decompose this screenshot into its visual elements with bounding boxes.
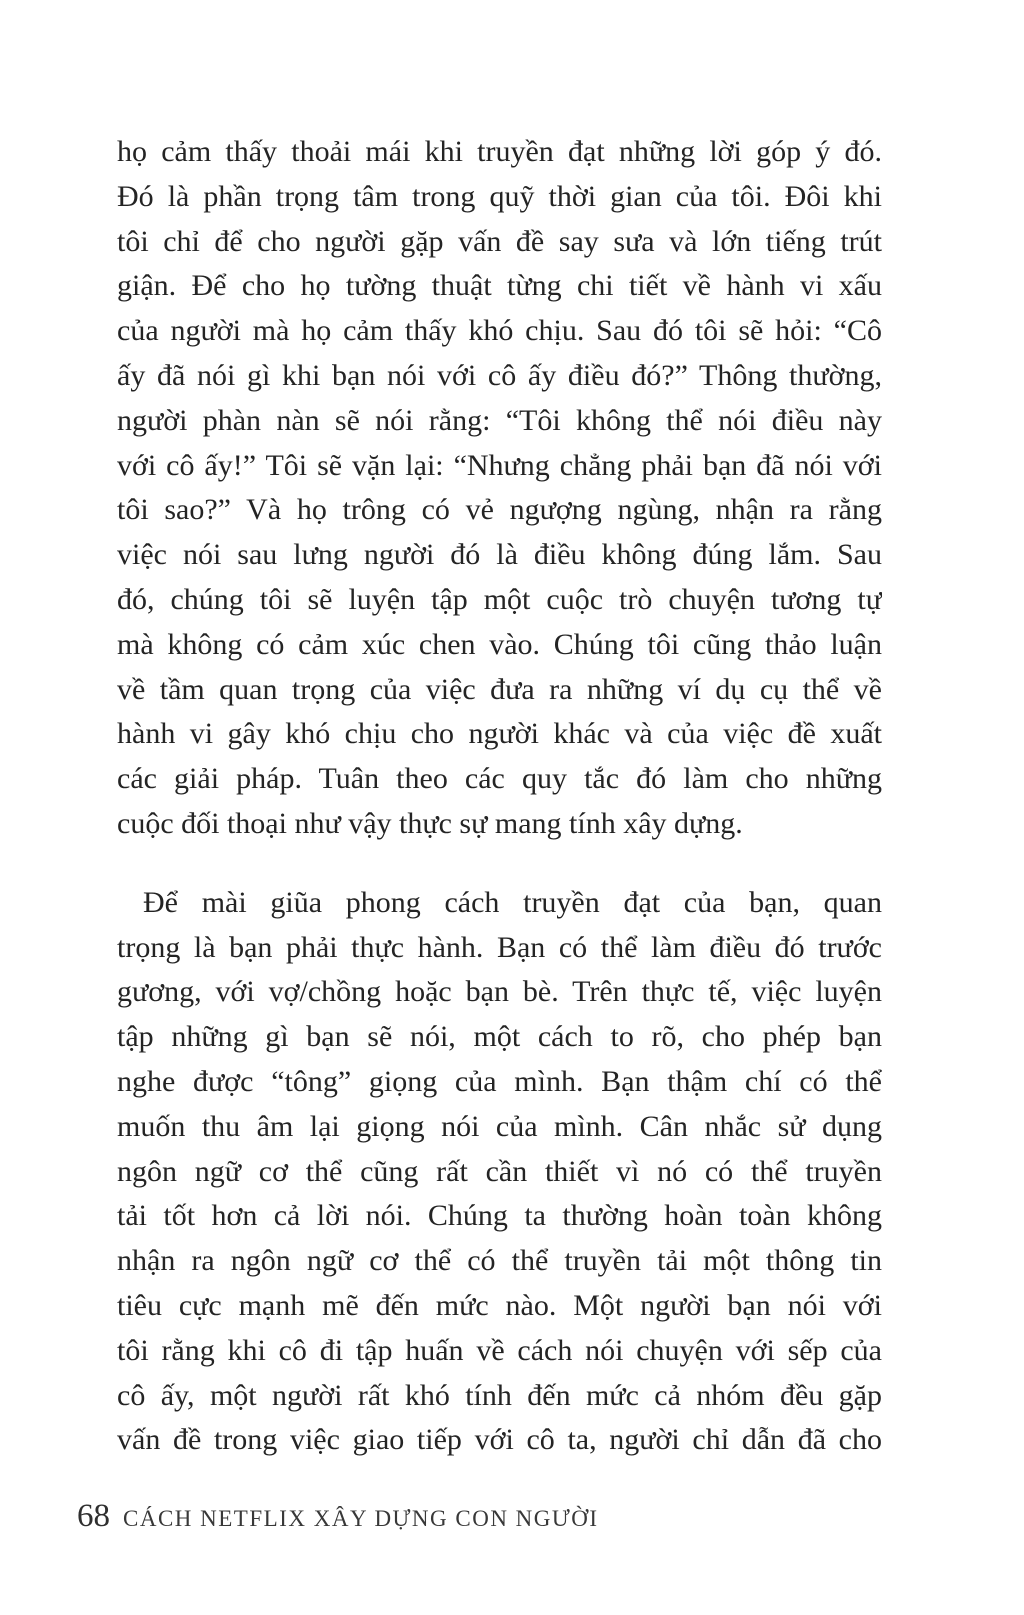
text-line: đó, chúng tôi sẽ luyện tập một cuộc trò chuyện tương tự — [117, 582, 882, 616]
text-line: gương, với vợ/chồng hoặc bạn bè. Trên thực tế, việc luyện — [117, 975, 882, 1009]
text-line: Đó là phần trọng tâm trong quỹ thời gian của tôi. Đôi khi — [117, 179, 882, 213]
page-footer — [77, 1498, 599, 1537]
text-line: trọng là bạn phải thực hành. Bạn có thể làm điều đó trước — [117, 930, 882, 964]
text-line: nhận ra ngôn ngữ cơ thể có thể truyền tải một thông tin — [117, 1244, 882, 1278]
text-line: việc nói sau lưng người đó là điều không đúng lắm. Sau — [117, 538, 882, 572]
text-block — [117, 130, 882, 1463]
text-line: mà không có cảm xúc chen vào. Chúng tôi cũng thảo luận — [117, 627, 882, 661]
text-line: với cô ấy!” Tôi sẽ vặn lại: “Nhưng chẳng phải bạn đã nói với — [117, 448, 882, 482]
text-line: muốn thu âm lại giọng nói của mình. Cân nhắc sử dụng — [117, 1109, 882, 1143]
text-line: các giải pháp. Tuân theo các quy tắc đó làm cho những — [117, 762, 882, 796]
text-line: tải tốt hơn cả lời nói. Chúng ta thường hoàn toàn không — [117, 1199, 882, 1233]
text-line: người phàn nàn sẽ nói rằng: “Tôi không thể nói điều này — [117, 403, 882, 437]
paragraph — [117, 130, 882, 847]
text-line: vấn đề trong việc giao tiếp với cô ta, người chỉ dẫn đã cho — [117, 1423, 882, 1457]
text-line: tập những gì bạn sẽ nói, một cách to rõ, cho phép bạn — [117, 1020, 882, 1054]
text-line: tiêu cực mạnh mẽ đến mức nào. Một người bạn nói với — [117, 1288, 882, 1322]
text-line: tôi chỉ để cho người gặp vấn đề say sưa và lớn tiếng trút — [117, 224, 882, 258]
text-line: tôi sao?” Và họ trông có vẻ ngượng ngùng, nhận ra rằng — [117, 493, 882, 527]
text-line: về tầm quan trọng của việc đưa ra những ví dụ cụ thể về — [117, 672, 882, 706]
text-line: giận. Để cho họ tường thuật từng chi tiết về hành vi xấu — [117, 269, 882, 303]
text-line: ấy đã nói gì khi bạn nói với cô ấy điều đó?” Thông thường, — [117, 358, 882, 392]
page-number: 68 — [77, 1498, 110, 1534]
text-line: Để mài giũa phong cách truyền đạt của bạn, quan — [143, 885, 882, 919]
text-line: của người mà họ cảm thấy khó chịu. Sau đó tôi sẽ hỏi: “Cô — [117, 314, 882, 348]
text-line: hành vi gây khó chịu cho người khác và của việc đề xuất — [117, 717, 882, 751]
paragraph — [117, 881, 882, 1463]
text-line: họ cảm thấy thoải mái khi truyền đạt những lời góp ý đó. — [117, 135, 882, 168]
text-line: nghe được “tông” giọng của mình. Bạn thậm chí có thể — [117, 1064, 882, 1098]
text-line: cô ấy, một người rất khó tính đến mức cả nhóm đều gặp — [117, 1378, 882, 1412]
text-line: tôi rằng khi cô đi tập huấn về cách nói chuyện với sếp của — [117, 1333, 882, 1367]
text-line: cuộc đối thoại như vậy thực sự mang tính xây dựng. — [117, 806, 743, 840]
text-line: ngôn ngữ cơ thể cũng rất cần thiết vì nó có thể truyền — [117, 1154, 882, 1188]
running-title: CÁCH NETFLIX XÂY DỰNG CON NGƯỜI — [123, 1506, 599, 1531]
